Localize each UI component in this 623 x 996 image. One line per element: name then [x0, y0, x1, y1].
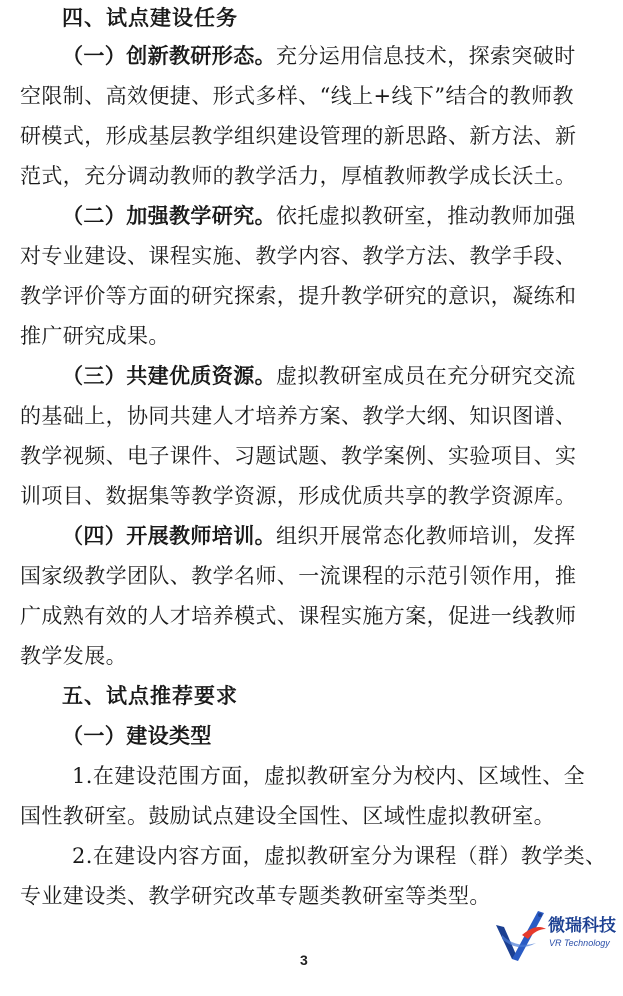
subsection-title: （一）建设类型 — [62, 724, 212, 748]
paragraph-line: 范式，充分调动教师的教学活力，厚植教师教学成长沃土。 — [20, 164, 577, 188]
paragraph-line: 的基础上，协同共建人才培养方案、教学大纲、知识图谱、 — [20, 404, 577, 428]
vr-logo-icon — [492, 905, 548, 965]
page-number: 3 — [300, 952, 308, 968]
item-4-label: （四）开展教师培训。 — [62, 524, 276, 548]
item-4-text: 组织开展常态化教师培训，发挥 — [276, 524, 576, 548]
paragraph-line: 广成熟有效的人才培养模式、课程实施方案，促进一线教师 — [20, 604, 577, 628]
paragraph-line: 推广研究成果。 — [20, 324, 170, 348]
logo-subtitle: VR Technology — [549, 938, 610, 948]
company-logo — [492, 905, 622, 975]
paragraph-line: 教学评价等方面的研究探索，提升教学研究的意识，凝练和 — [20, 284, 577, 308]
paragraph-line — [62, 522, 576, 550]
paragraph-line: 训项目、数据集等教学资源，形成优质共享的教学资源库。 — [20, 484, 577, 508]
paragraph-line — [62, 42, 576, 70]
paragraph-line — [62, 362, 576, 390]
item-1-text: 充分运用信息技术，探索突破时 — [276, 44, 576, 68]
paragraph-line: 教学发展。 — [20, 644, 127, 668]
section-4-title: 四、试点建设任务 — [62, 6, 238, 30]
paragraph-line — [62, 202, 576, 230]
paragraph-line: 2.在建设内容方面，虚拟教研室分为课程（群）教学类、 — [72, 844, 607, 868]
section-5-title: 五、试点推荐要求 — [62, 684, 238, 708]
paragraph-line: 国家级教学团队、教学名师、一流课程的示范引领作用，推 — [20, 564, 577, 588]
paragraph-line: 研模式，形成基层教学组织建设管理的新思路、新方法、新 — [20, 124, 577, 148]
item-3-label: （三）共建优质资源。 — [62, 364, 276, 388]
paragraph-line: 国性教研室。鼓励试点建设全国性、区域性虚拟教研室。 — [20, 804, 555, 828]
paragraph-line: 空限制、高效便捷、形式多样、“线上+线下”结合的教师教 — [20, 84, 574, 108]
item-1-label: （一）创新教研形态。 — [62, 44, 276, 68]
paragraph-line: 对专业建设、课程实施、教学内容、教学方法、教学手段、 — [20, 244, 577, 268]
item-2-label: （二）加强教学研究。 — [62, 204, 276, 228]
paragraph-line: 教学视频、电子课件、习题试题、教学案例、实验项目、实 — [20, 444, 577, 468]
paragraph-line: 专业建设类、教学研究改革专题类教研室等类型。 — [20, 884, 491, 908]
item-3-text: 虚拟教研室成员在充分研究交流 — [276, 364, 576, 388]
paragraph-line: 1.在建设范围方面，虚拟教研室分为校内、区域性、全 — [72, 764, 586, 788]
logo-name: 微瑞科技 — [548, 916, 616, 936]
item-2-text: 依托虚拟教研室，推动教师加强 — [276, 204, 576, 228]
